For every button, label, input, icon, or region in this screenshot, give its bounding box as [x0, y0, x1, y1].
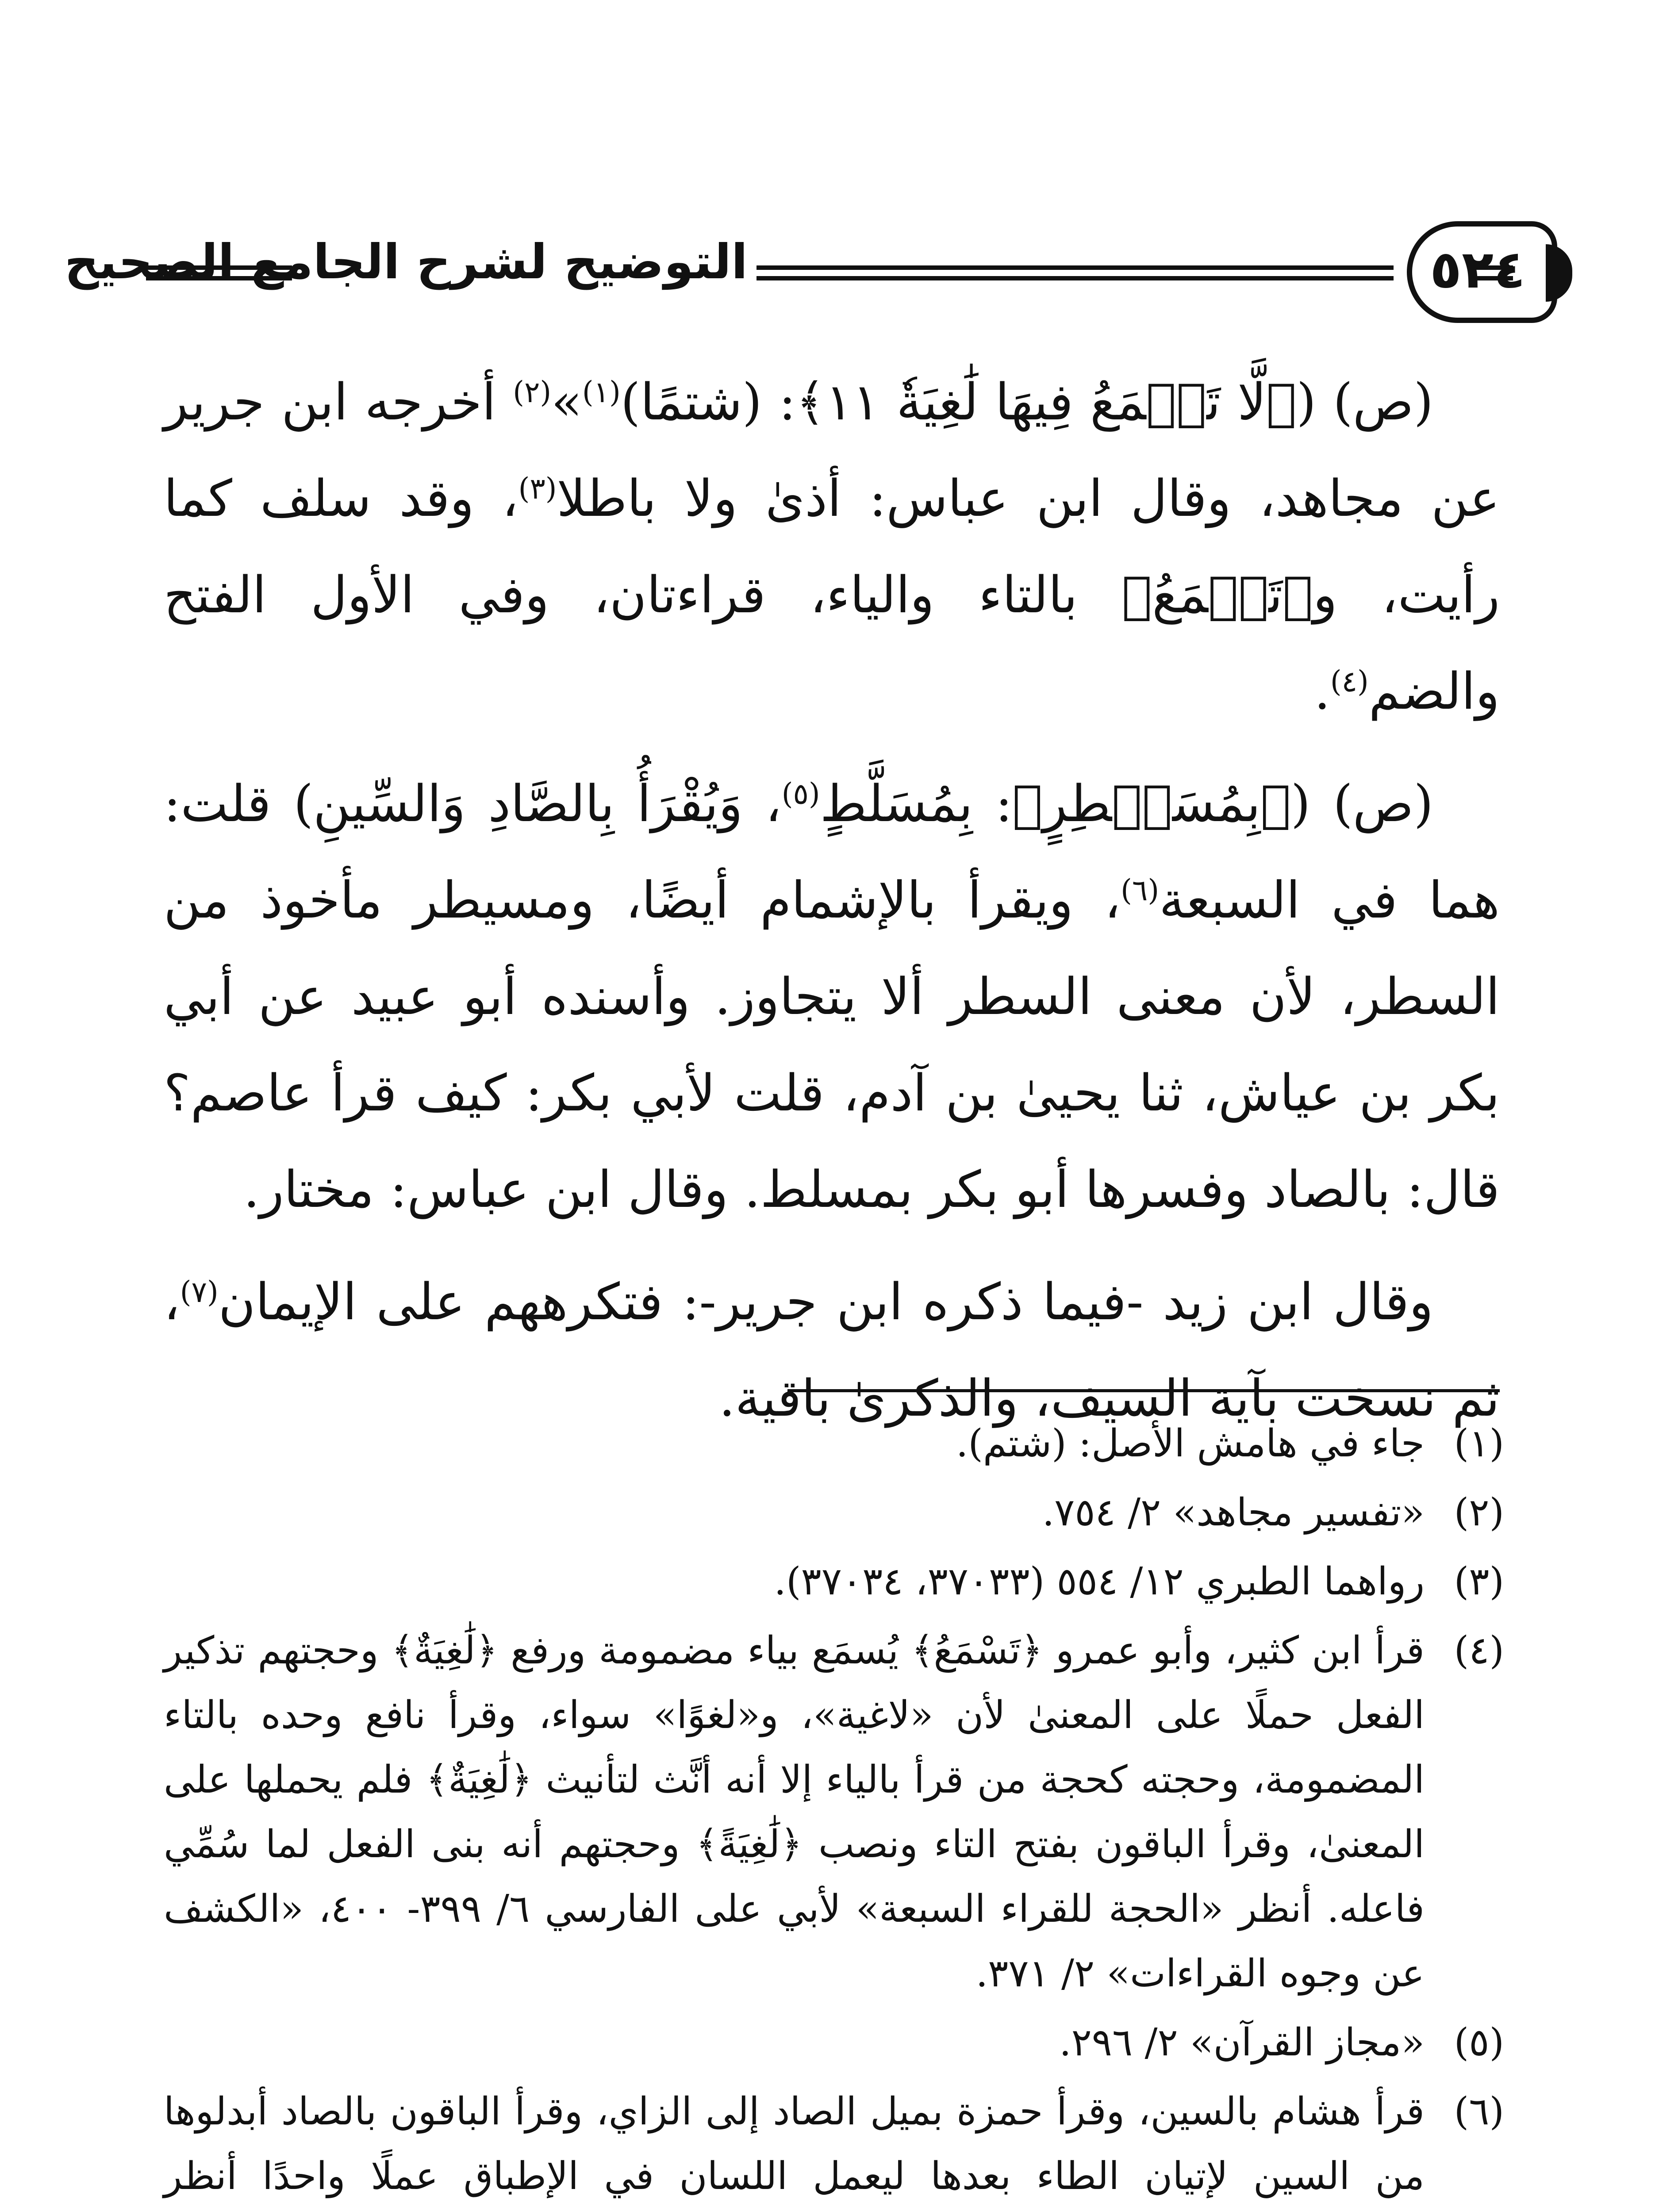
page-number-badge [1407, 221, 1557, 323]
quran-quote: ﴿لَّا تَسۡمَعُ فِيهَا لَٰغِيَةٗ ١١﴾ [795, 373, 1297, 431]
text-segment: : بِمُسَلَّطٍ [820, 774, 1013, 833]
running-header [64, 208, 1526, 341]
footnotes [164, 1411, 1504, 2212]
page-number: ٥٢٤ [1429, 239, 1526, 300]
footnote-reference: (١) [582, 375, 621, 409]
quran-quote: ﴿تَسۡمَعُ﴾ [1121, 565, 1313, 624]
footnote-number: (٥) [1454, 2020, 1504, 2065]
footnote-number: (٢) [1454, 1490, 1504, 1535]
text-segment: (ص) ( [1296, 373, 1433, 431]
text-segment: . [1314, 662, 1330, 721]
footnote [164, 1549, 1504, 1614]
text-segment: أخرجه ابن جرير عن مجاهد، وقال ابن عباس: أذىٰ ولا باطلا [164, 373, 1500, 528]
quran-quote: ﴿بِمُسَيۡطِرٍ﴾ [1012, 774, 1291, 833]
text-segment: (ص) ( [1290, 774, 1434, 833]
text-segment: ، وَيُقْرَأُ بِالصَّادِ وَالسِّينِ) قلت: هما في السبعة [164, 774, 1500, 929]
footnote-number: (٦) [1454, 2089, 1504, 2134]
book-title: التوضيح لشرح الجامع الصحيح [64, 234, 748, 290]
text-segment: بالتاء والياء، قراءتان، وفي الأول الفتح والضم [164, 565, 1500, 721]
footnote-reference: (٥) [781, 777, 820, 811]
footnote-number: (٤) [1454, 1628, 1504, 1673]
footnote-reference: (٢) [513, 375, 552, 409]
footnote [164, 2079, 1504, 2212]
text-segment: ، ثم نسخت بآية السيف، والذكرىٰ باقية. [164, 1272, 1500, 1428]
header-rule-middle [757, 265, 1394, 270]
main-text [164, 354, 1500, 1463]
text-segment: : (شتمًا) [620, 373, 796, 431]
footnote [164, 1618, 1504, 2006]
footnote-number: (١) [1454, 1421, 1504, 1466]
footnote [164, 1480, 1504, 1545]
text-segment: » [551, 373, 582, 431]
footnote-text: «مجاز القرآن» ٢/ ٢٩٦. [1059, 2020, 1425, 2065]
footnote-text: «تفسير مجاهد» ٢/ ٧٥٤. [1042, 1490, 1425, 1535]
footnote-number: (٣) [1454, 1559, 1504, 1604]
footnote [164, 2010, 1504, 2075]
footnote-separator [787, 1389, 1500, 1392]
footnote-reference: (٧) [180, 1275, 219, 1309]
body-paragraph [164, 354, 1500, 740]
footnote-reference: (٦) [1121, 873, 1160, 907]
header-rule-right [1473, 265, 1513, 270]
body-paragraph [164, 756, 1500, 1238]
footnote-text: جاء في هامش الأصل: (شتم). [956, 1421, 1425, 1466]
footnote-text: قرأ هشام بالسين، وقرأ حمزة بميل الصاد إلى الزاي، وقرأ الباقون بالصاد أبدلوها من السين لإتيان الطاء بعدها ليعمل اللسان في الإطباق عملًا واحدًا أنظر [164, 2089, 1425, 2198]
footnote-reference: (٣) [518, 472, 557, 506]
footnote-text: رواهما الطبري ١٢/ ٥٥٤ (٣٧٠٣٣، ٣٧٠٣٤). [774, 1559, 1425, 1604]
footnote-text: قرأ ابن كثير، وأبو عمرو ﴿تَسْمَعُ﴾ يُسمَع بياء مضمومة ورفع ﴿لَٰغِيَةٌ﴾ وحجتهم تذكير الفعل حملًا على المعنىٰ لأن «لاغية»، و«لغوًا» سواء، وقرأ نافع وحده بالتاء المضمومة، وحجته كحجة من قرأ بالياء إلا أنه أنَّث لتأنيث ﴿لَٰغِيَةٌ﴾ فلم يحملها على المعنىٰ، وقرأ الباقون بفتح التاء ونصب ﴿لَٰغِيَةً﴾ وحجتهم أنه بنى الفعل لما سُمِّي فاعله. أنظر «الحجة للقراء السبعة» لأبي على الفارسي ٦/ ٣٩٩- ٤٠٠، «الكشف عن وجوه القراءات» ٢/ ٣٧١. [164, 1628, 1425, 1996]
text-segment: ، ويقرأ بالإشمام أيضًا، ومسيطر مأخوذ من السطر، لأن معنى السطر ألا يتجاوز. وأسنده أبو عبيد عن أبي بكر بن عياش، ثنا يحيىٰ بن آدم، قلت لأبي بكر: كيف قرأ عاصم؟ قال: بالصاد وفسرها أبو بكر بمسلط. وقال ابن عباس: مختار. [164, 871, 1500, 1219]
footnote-reference: (٤) [1330, 664, 1369, 699]
text-segment: ، وقد سلف كما رأيت، و [164, 469, 1500, 624]
text-segment: وقال ابن زيد -فيما ذكره ابن جرير-: فتكرههم على الإيمان [218, 1272, 1433, 1331]
footnote [164, 1411, 1504, 1476]
